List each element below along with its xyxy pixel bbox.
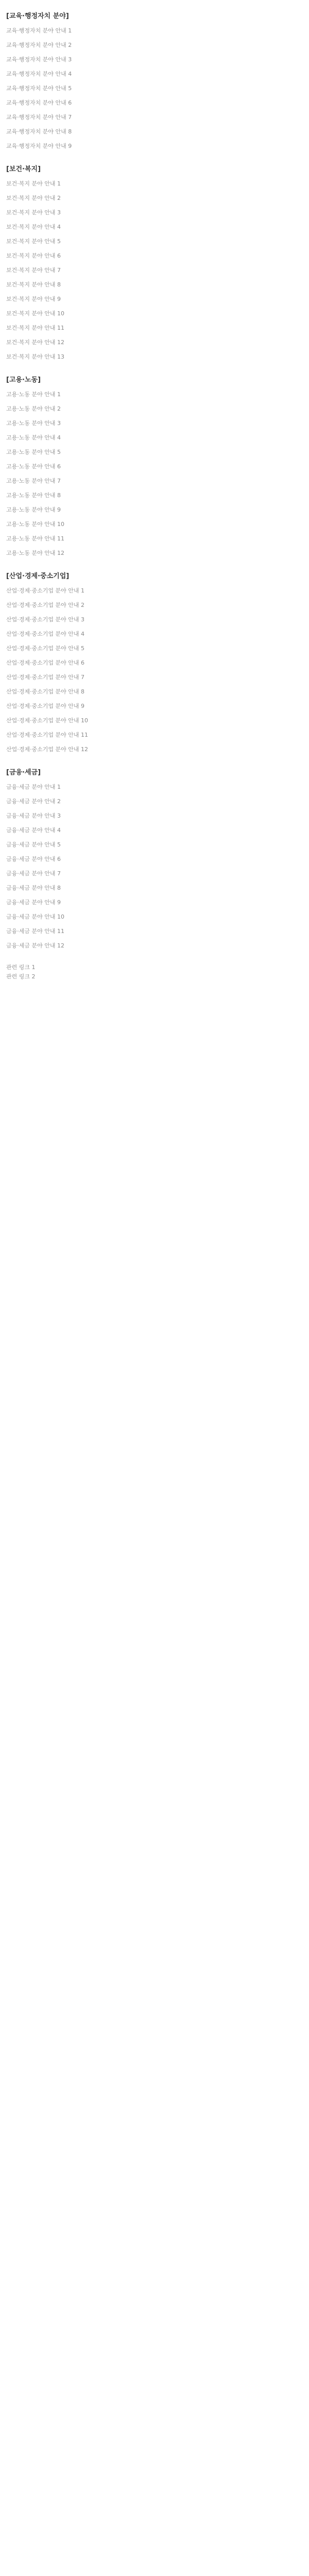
paragraph: 금융·세금 분야 안내 2 bbox=[6, 798, 61, 805]
paragraph: 금융·세금 분야 안내 7 bbox=[6, 870, 61, 877]
section-education bbox=[6, 10, 303, 151]
paragraph: 교육·행정자치 분야 안내 3 bbox=[6, 56, 72, 63]
footer-links bbox=[6, 963, 303, 981]
paragraph: 보건·복지 분야 안내 11 bbox=[6, 325, 64, 331]
section-title: [산업·경제·중소기업] bbox=[6, 572, 70, 580]
paragraph: 보건·복지 분야 안내 7 bbox=[6, 267, 61, 274]
paragraph: 금융·세금 분야 안내 10 bbox=[6, 913, 64, 920]
paragraph: 고용·노동 분야 안내 11 bbox=[6, 535, 64, 542]
paragraph: 보건·복지 분야 안내 9 bbox=[6, 296, 61, 302]
paragraph: 고용·노동 분야 안내 2 bbox=[6, 405, 61, 412]
paragraph: 보건·복지 분야 안내 4 bbox=[6, 224, 61, 230]
paragraph: 보건·복지 분야 안내 2 bbox=[6, 195, 61, 201]
paragraph: 산업·경제·중소기업 분야 안내 7 bbox=[6, 674, 84, 681]
footer-link[interactable]: 관련 링크 1 bbox=[6, 964, 36, 971]
paragraph: 산업·경제·중소기업 분야 안내 3 bbox=[6, 616, 84, 623]
paragraph: 산업·경제·중소기업 분야 안내 4 bbox=[6, 631, 84, 637]
paragraph: 산업·경제·중소기업 분야 안내 1 bbox=[6, 587, 84, 594]
paragraph: 산업·경제·중소기업 분야 안내 12 bbox=[6, 746, 88, 753]
paragraph: 산업·경제·중소기업 분야 안내 9 bbox=[6, 703, 84, 709]
paragraph: 고용·노동 분야 안내 12 bbox=[6, 550, 64, 556]
paragraph: 보건·복지 분야 안내 8 bbox=[6, 281, 61, 288]
paragraph: 고용·노동 분야 안내 10 bbox=[6, 521, 64, 528]
paragraph: 고용·노동 분야 안내 6 bbox=[6, 463, 61, 470]
section-health-welfare bbox=[6, 163, 303, 362]
paragraph: 보건·복지 분야 안내 5 bbox=[6, 238, 61, 245]
paragraph: 고용·노동 분야 안내 4 bbox=[6, 434, 61, 441]
paragraph: 금융·세금 분야 안내 3 bbox=[6, 812, 61, 819]
paragraph: 산업·경제·중소기업 분야 안내 8 bbox=[6, 688, 84, 695]
paragraph: 금융·세금 분야 안내 4 bbox=[6, 827, 61, 834]
paragraph: 고용·노동 분야 안내 7 bbox=[6, 478, 61, 484]
paragraph: 교육·행정자치 분야 안내 5 bbox=[6, 85, 72, 92]
paragraph: 교육·행정자치 분야 안내 4 bbox=[6, 71, 72, 77]
paragraph: 보건·복지 분야 안내 3 bbox=[6, 209, 61, 216]
paragraph: 금융·세금 분야 안내 5 bbox=[6, 841, 61, 848]
paragraph: 산업·경제·중소기업 분야 안내 2 bbox=[6, 602, 84, 608]
section-title: [보건·복지] bbox=[6, 165, 41, 173]
section-employment-labor bbox=[6, 374, 303, 558]
paragraph: 산업·경제·중소기업 분야 안내 10 bbox=[6, 717, 88, 724]
footer-link[interactable]: 관련 링크 2 bbox=[6, 973, 36, 980]
paragraph: 교육·행정자치 분야 안내 2 bbox=[6, 42, 72, 48]
paragraph: 고용·노동 분야 안내 3 bbox=[6, 420, 61, 427]
section-title: [고용·노동] bbox=[6, 376, 41, 384]
paragraph: 금융·세금 분야 안내 8 bbox=[6, 885, 61, 891]
paragraph: 보건·복지 분야 안내 13 bbox=[6, 353, 64, 360]
paragraph: 고용·노동 분야 안내 9 bbox=[6, 506, 61, 513]
section-finance-tax bbox=[6, 767, 303, 951]
paragraph: 교육·행정자치 분야 안내 1 bbox=[6, 27, 72, 34]
section-industry-economy bbox=[6, 570, 303, 754]
paragraph: 산업·경제·중소기업 분야 안내 5 bbox=[6, 645, 84, 652]
paragraph: 교육·행정자치 분야 안내 6 bbox=[6, 99, 72, 106]
paragraph: 금융·세금 분야 안내 6 bbox=[6, 856, 61, 862]
paragraph: 교육·행정자치 분야 안내 9 bbox=[6, 143, 72, 149]
section-title: [교육·행정자치 분야] bbox=[6, 12, 69, 20]
paragraph: 교육·행정자치 분야 안내 7 bbox=[6, 114, 72, 121]
paragraph: 보건·복지 분야 안내 6 bbox=[6, 252, 61, 259]
paragraph: 금융·세금 분야 안내 1 bbox=[6, 784, 61, 790]
section-title: [금융·세금] bbox=[6, 769, 41, 776]
paragraph: 교육·행정자치 분야 안내 8 bbox=[6, 128, 72, 135]
paragraph: 보건·복지 분야 안내 10 bbox=[6, 310, 64, 317]
paragraph: 금융·세금 분야 안내 9 bbox=[6, 899, 61, 906]
paragraph: 산업·경제·중소기업 분야 안내 11 bbox=[6, 732, 88, 738]
paragraph: 금융·세금 분야 안내 12 bbox=[6, 942, 64, 949]
paragraph: 보건·복지 분야 안내 12 bbox=[6, 339, 64, 346]
paragraph: 고용·노동 분야 안내 1 bbox=[6, 391, 61, 398]
paragraph: 고용·노동 분야 안내 5 bbox=[6, 449, 61, 455]
paragraph: 보건·복지 분야 안내 1 bbox=[6, 180, 61, 187]
paragraph: 고용·노동 분야 안내 8 bbox=[6, 492, 61, 499]
paragraph: 금융·세금 분야 안내 11 bbox=[6, 928, 64, 935]
paragraph: 산업·경제·중소기업 분야 안내 6 bbox=[6, 659, 84, 666]
